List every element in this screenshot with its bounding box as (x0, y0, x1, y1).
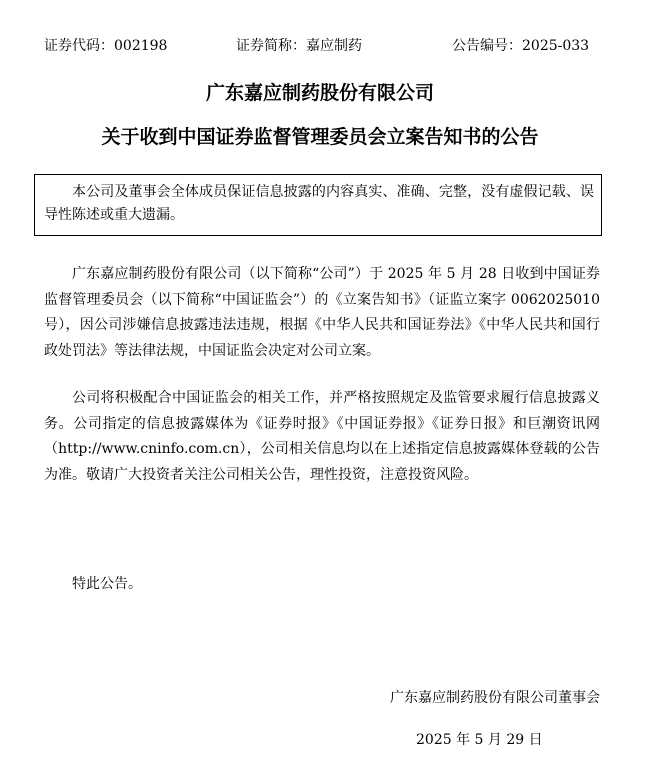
disclosure-notice-text: 本公司及董事会全体成员保证信息披露的内容真实、准确、完整，没有虚假记载、误导性陈述或重大遗漏。 (44, 184, 594, 223)
stock-abbreviation: 证券简称：嘉应制药 (236, 38, 362, 54)
body-paragraph-cooperation: 公司将积极配合中国证监会的相关工作，并严格按照规定及监管要求履行信息披露义务。公司指定的信息披露媒体为《证券时报》《中国证券报》《证券日报》和巨潮资讯网（http://www.cninfo.com.cn），公司相关信息均以在上述指定信息披露媒体登载的公告为准。敬请广大投资者关注公司相关公告，理性投资，注意投资风险。 (44, 390, 600, 483)
closing-statement: 特此公告。 (72, 576, 142, 592)
disclosure-notice-box (34, 174, 602, 236)
stock-code: 证券代码：002198 (44, 38, 168, 54)
signature-board: 广东嘉应制药股份有限公司董事会 (390, 690, 600, 706)
announcement-number: 公告编号：2025-033 (452, 38, 590, 54)
announcement-header (0, 36, 672, 56)
document-title: 关于收到中国证券监督管理委员会立案告知书的公告 (101, 126, 539, 148)
signature-date: 2025 年 5 月 29 日 (416, 732, 543, 748)
body-paragraph-investigation: 广东嘉应制药股份有限公司（以下简称“公司”）于 2025 年 5 月 28 日收到中国证券监督管理委员会（以下简称“中国证监会”）的《立案告知书》（证监立案字 0062025010 号），因公司涉嫌信息披露违法违规，根据《中华人民共和国证券法》《中华人民共和国行政处罚法》等法律法规，中国证监会决定对公司立案。 (44, 266, 600, 359)
company-title: 广东嘉应制药股份有限公司 (205, 82, 434, 104)
